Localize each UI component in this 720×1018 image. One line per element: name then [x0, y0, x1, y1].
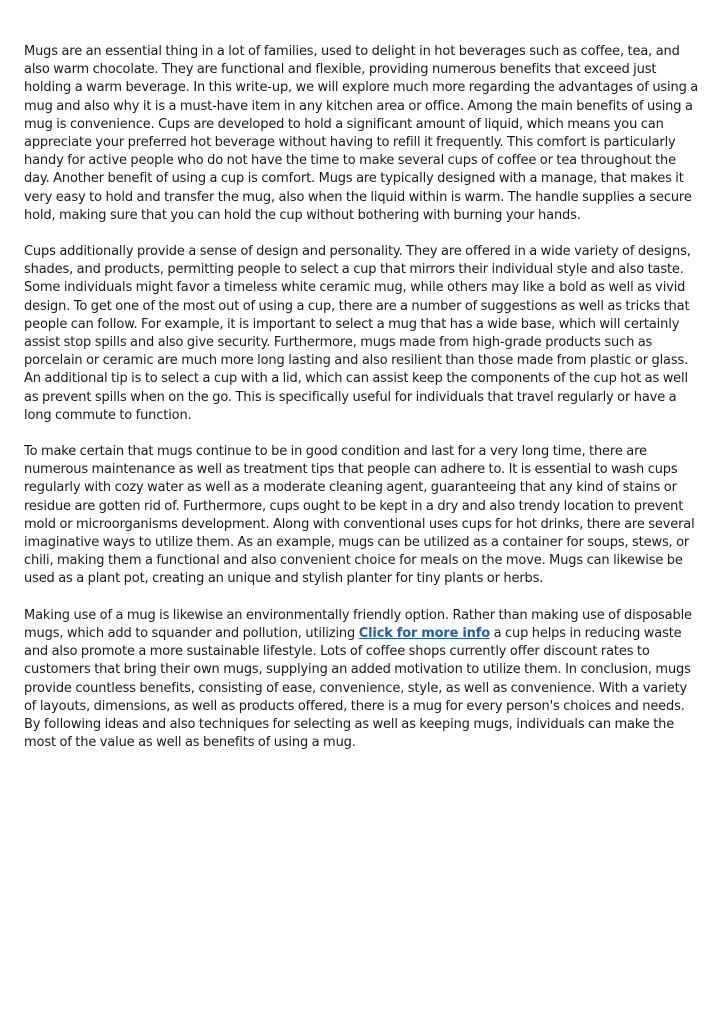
paragraph-2: Cups additionally provide a sense of design and personality. They are offered in a wide variety of designs, shades, and products, permitting people to select a cup that mirrors their individual style and also taste. Some individuals might favor a timeless white ceramic mug, while others may like a bold as well as vivid design. To get one of the most out of using a cup, there are a number of suggestions as well as tricks that people can follow. For example, it is important to select a mug that has a wide base, which will certainly assist stop spills and also give security. Furthermore, mugs made from high-grade products such as porcelain or ceramic are much more long lasting and also resilient than those made from plastic or glass. An additional tip is to select a cup with a lid, which can assist keep the components of the cup hot as well as prevent spills when on the go. This is specifically useful for individuals that travel regularly or have a long commute to function.: [24, 244, 691, 423]
paragraph-4: [24, 607, 700, 753]
paragraph-3: To make certain that mugs continue to be in good condition and last for a very long time, there are numerous maintenance as well as treatment tips that people can adhere to. It is essential to wash cups regularly with cozy water as well as a moderate cleaning agent, guaranteeing that any kind of stains or residue are gotten rid of. Furthermore, cups ought to be kept in a dry and also trendy location to prevent mold or microorganisms development. Along with conventional uses cups for hot drinks, there are several imaginative ways to utilize them. As an example, mugs can be utilized as a container for soups, stews, or chili, making them a functional and also convenient choice for meals on the move. Mugs can likewise be used as a plant pot, creating an unique and stylish planter for tiny plants or herbs.: [24, 444, 695, 587]
paragraph-4-text-before: Making use of a mug is likewise an environmentally friendly option. Rather than making use of disposable mugs, which add to squander and pollution, utilizing: [24, 607, 692, 641]
click-for-more-info-link[interactable]: Click for more info: [358, 625, 491, 641]
paragraph-1: Mugs are an essential thing in a lot of families, used to delight in hot beverages such as coffee, tea, and also warm chocolate. They are functional and flexible, providing numerous benefits that exceed just holding a warm beverage. In this write-up, we will explore much more regarding the advantages of using a mug and also why it is a must-have item in any kitchen area or office. Among the main benefits of using a mug is convenience. Cups are developed to hold a significant amount of liquid, which means you can appreciate your preferred hot beverage without having to refill it frequently. This comfort is particularly handy for active people who do not have the time to make several cups of coffee or tea throughout the day. Another benefit of using a cup is comfort. Mugs are typically designed with a manage, that makes it very easy to hold and transfer the mug, also when the liquid within is warm. The handle supplies a secure hold, making sure that you can hold the cup without bothering with burning your hands.: [24, 44, 699, 223]
article-body: [24, 43, 700, 770]
paragraph-4-text-after: a cup helps in reducing waste and also promote a more sustainable lifestyle. Lots of coffee shops currently offer discount rates to customers that bring their own mugs, supplying an added motivation to utilize them. In conclusion, mugs provide countless benefits, consisting of ease, convenience, style, as well as convenience. With a variety of layouts, dimensions, as well as products offered, there is a mug for every person's choices and needs. By following ideas and also techniques for selecting as well as keeping mugs, individuals can make the most of the value as well as benefits of using a mug.: [24, 625, 691, 751]
